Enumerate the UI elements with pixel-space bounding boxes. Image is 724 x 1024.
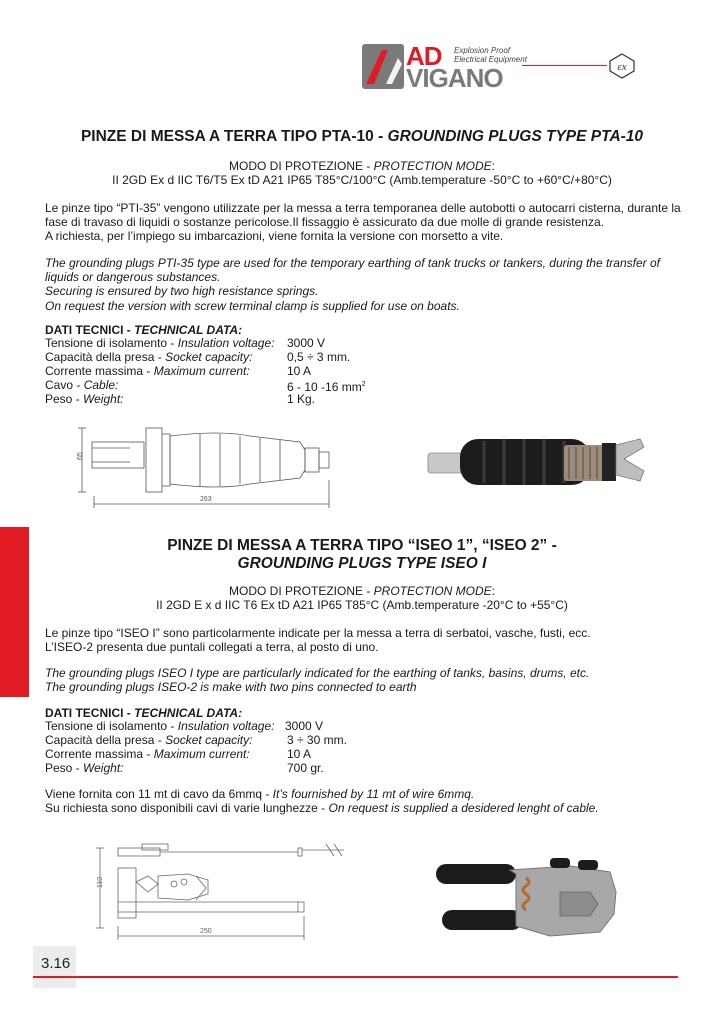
section1-mode-value: II 2GD Ex d IIC T6/T5 Ex tD A21 IP65 T85°C/100°C (Amb.temperature -50°C to +60°C/+80°C) [112, 173, 612, 187]
section2-it-text: Le pinze tipo “ISEO I” sono particolarmente indicate per la messa a terra di serbatoi, vasche, fusti, ecc. L’ISEO-2 presenta due puntali collegati a terra, al posto di uno. [45, 626, 591, 655]
footer-rule [33, 976, 678, 978]
section2-en-text: The grounding plugs ISEO I type are particularly indicated for the earthing of tanks, basins, drums, etc. The grounding plugs ISEO-2 is make with two pins connected to earth [45, 666, 590, 695]
tagline: Explosion Proof Electrical Equipment [454, 46, 527, 64]
company-logo [362, 41, 642, 93]
pta10-dim-height: 65 [77, 452, 84, 460]
brand-bottom: VIGANO [406, 63, 503, 93]
pta10-dim-length: 263 [200, 496, 212, 503]
brand-top: AD [406, 41, 442, 71]
iseo-dim-length: 250 [200, 928, 212, 935]
section1-title: PINZE DI MESSA A TERRA TIPO PTA-10 - GROUNDING PLUGS TYPE PTA-10 [80, 128, 644, 145]
iseo-dim-height: 110 [97, 876, 104, 888]
section2-title-line2: GROUNDING PLUGS TYPE ISEO I [237, 555, 487, 572]
section2-spec-heading: DATI TECNICI - TECHNICAL DATA: [45, 706, 243, 720]
logo-rule [522, 65, 607, 66]
svg-text:εx: εx [617, 61, 627, 73]
section1-mode-label: MODO DI PROTEZIONE - PROTECTION MODE: [228, 159, 496, 173]
section2-title-line1: PINZE DI MESSA A TERRA TIPO “ISEO 1”, “ISEO 2” - [167, 537, 557, 554]
pta10-technical-drawing [70, 420, 350, 510]
section1-en-text: The grounding plugs PTI-35 type are used for the temporary earthing of tank trucks or tankers, during the transfer of liquids or dangerous substances. Securing is ensured by two high resistance springs. On request the version with screw terminal clamp is supplied for use on boats. [45, 256, 660, 313]
logo-mark-icon [362, 44, 404, 89]
section2-mode-label: MODO DI PROTEZIONE - PROTECTION MODE: [228, 584, 496, 598]
section2-cable-text: Viene fornita con 11 mt di cavo da 6mmq - It’s fournished by 11 mt of wire 6mmq. Su richiesta sono disponibili cavi di varie lunghezze - On request is supplied a desidered lenght of cable. [45, 787, 599, 816]
atex-ex-icon [608, 52, 636, 80]
page-number: 3.16 [41, 955, 71, 972]
section1-it-text: Le pinze tipo “PTI-35” vengono utilizzate per la messa a terra temporanea delle autobotti o autocarri cisterna, durante la fase di travaso di liquidi o sostanze pericolose.Il fissaggio è assicurato da due molle di grande resistenza. A richiesta, per l’impiego su imbarcazioni, viene fornita la versione con morsetto a vite. [45, 201, 681, 244]
pta10-product-photo [424, 425, 648, 497]
section1-spec-heading: DATI TECNICI - TECHNICAL DATA: [45, 323, 243, 337]
iseo-product-photo [430, 852, 650, 948]
section2-mode-value: II 2GD E x d IIC T6 Ex tD A21 IP65 T85°C (Amb.temperature -20°C to +55°C) [156, 598, 568, 612]
iseo-technical-drawing [88, 836, 358, 942]
